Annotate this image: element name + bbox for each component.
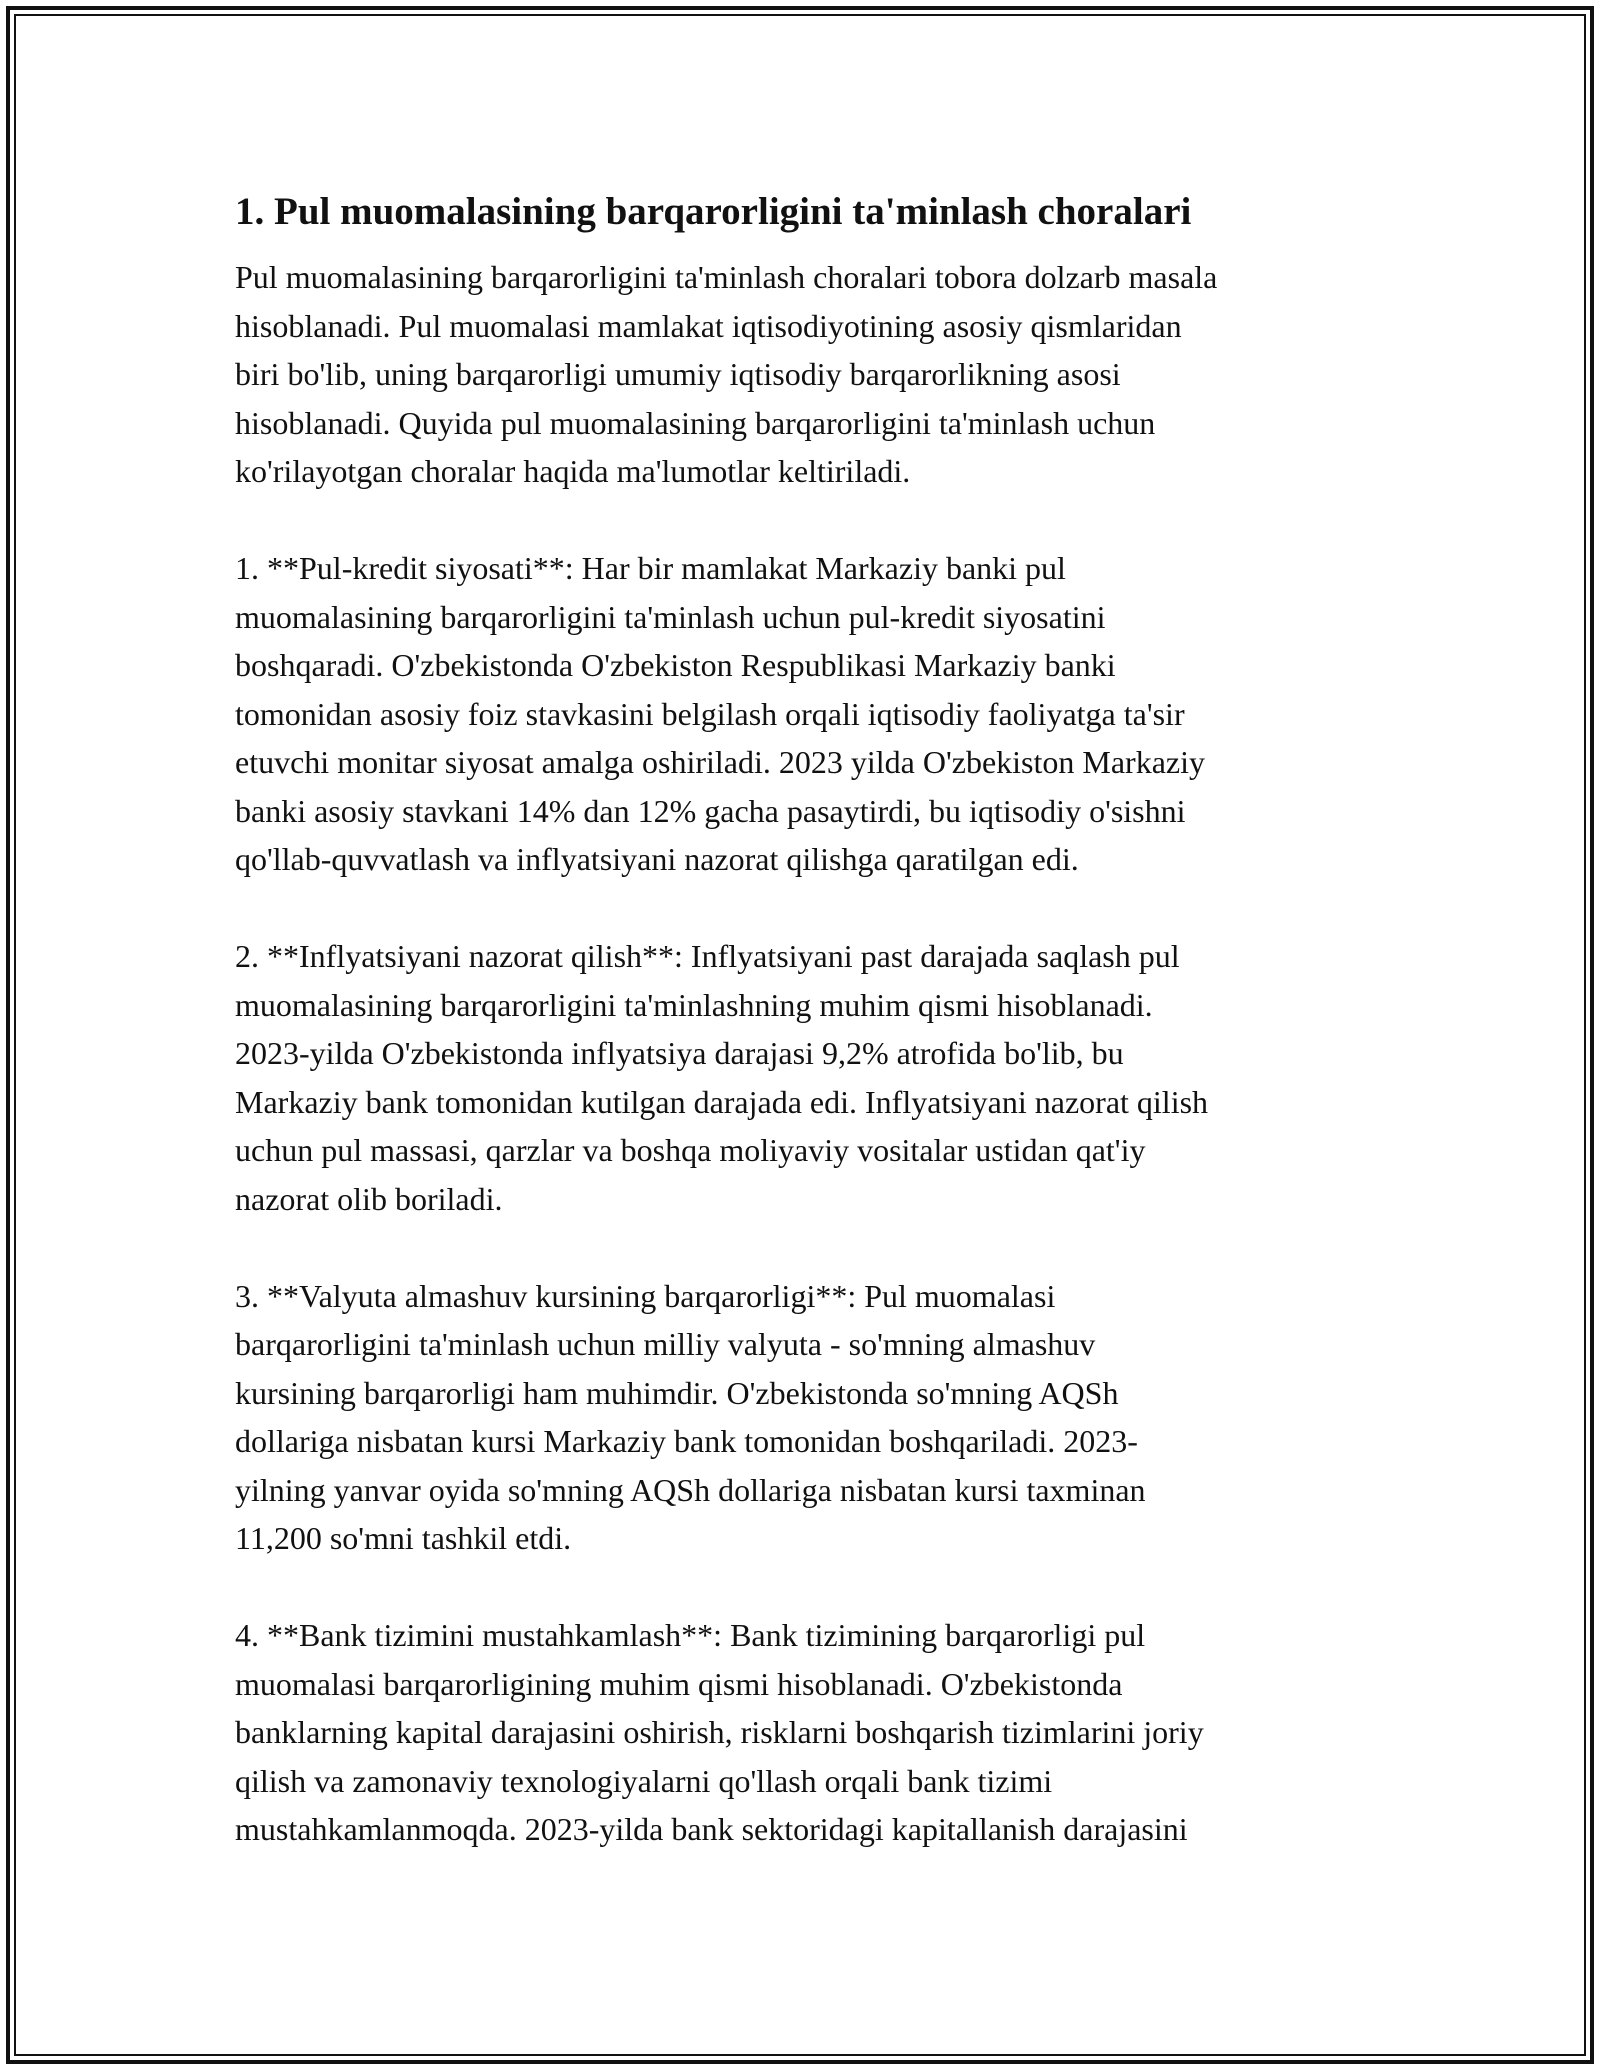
text-line: uchun pul massasi, qarzlar va boshqa moliyaviy vositalar ustidan qat'iy (235, 1132, 1146, 1168)
text-line: muomalasining barqarorligini ta'minlash uchun pul-kredit siyosatini (235, 598, 1106, 635)
list-item-inflation-control (235, 932, 1375, 1223)
text-line: qo'llab-quvvatlash va inflyatsiyani nazorat qilishga qaratilgan edi. (235, 841, 1079, 877)
text-line: 2. **Inflyatsiyani nazorat qilish**: Inflyatsiyani past darajada saqlash pul (235, 938, 1180, 974)
text-line: kursining barqarorligi ham muhimdir. O'zbekistonda so'mning AQSh (235, 1374, 1119, 1411)
text-line: banklarning kapital darajasini oshirish, risklarni boshqarish tizimlarini joriy (235, 1714, 1204, 1750)
text-line: tomonidan asosiy foiz stavkasini belgilash orqali iqtisodiy faoliyatga ta'sir (235, 695, 1185, 732)
text-line: hisoblanadi. Pul muomalasi mamlakat iqtisodiyotining asosiy qismlaridan (235, 307, 1182, 344)
text-line: banki asosiy stavkani 14% dan 12% gacha pasaytirdi, bu iqtisodiy o'sishni (235, 792, 1186, 829)
text-line: 1. **Pul-kredit siyosati**: Har bir mamlakat Markaziy banki pul (235, 550, 1066, 586)
document-body (235, 187, 1375, 1854)
text-line: 11,200 so'mni tashkil etdi. (235, 1520, 572, 1556)
text-line: hisoblanadi. Quyida pul muomalasining barqarorligini ta'minlash uchun (235, 404, 1156, 441)
text-line: ko'rilayotgan choralar haqida ma'lumotlar keltiriladi. (235, 453, 911, 489)
text-line: Markaziy bank tomonidan kutilgan darajada edi. Inflyatsiyani nazorat qilish (235, 1083, 1209, 1120)
text-line: Pul muomalasining barqarorligini ta'minlash choralari tobora dolzarb masala (235, 259, 1218, 295)
text-line: biri bo'lib, uning barqarorligi umumiy iqtisodiy barqarorlikning asosi (235, 356, 1121, 392)
list-item-exchange-rate (235, 1272, 1375, 1563)
text-line: etuvchi monitar siyosat amalga oshiriladi. 2023 yilda O'zbekiston Markaziy (235, 744, 1205, 780)
list-item-monetary-policy (235, 544, 1375, 884)
text-line: muomalasining barqarorligini ta'minlashning muhim qismi hisoblanadi. (235, 986, 1153, 1023)
text-line: boshqaradi. O'zbekistonda O'zbekiston Respublikasi Markaziy banki (235, 647, 1116, 683)
text-line: yilning yanvar oyida so'mning AQSh dollariga nisbatan kursi taxminan (235, 1471, 1146, 1508)
text-line: qilish va zamonaviy texnologiyalarni qo'llash orqali bank tizimi (235, 1762, 1053, 1799)
text-line: nazorat olib boriladi. (235, 1180, 503, 1217)
intro-paragraph (235, 253, 1375, 496)
text-line: 2023-yilda O'zbekistonda inflyatsiya darajasi 9,2% atrofida bo'lib, bu (235, 1035, 1124, 1071)
text-line: 4. **Bank tizimini mustahkamlash**: Bank tizimining barqarorligi pul (235, 1617, 1146, 1653)
text-line: barqarorligini ta'minlash uchun milliy valyuta - so'mning almashuv (235, 1326, 1096, 1362)
list-item-banking-system (235, 1611, 1375, 1854)
text-line: mustahkamlanmoqda. 2023-yilda bank sektoridagi kapitallanish darajasini (235, 1811, 1188, 1847)
text-line: dollariga nisbatan kursi Markaziy bank tomonidan boshqariladi. 2023- (235, 1423, 1138, 1459)
text-line: 3. **Valyuta almashuv kursining barqarorligi**: Pul muomalasi (235, 1277, 1056, 1314)
text-line: muomalasi barqarorligining muhim qismi hisoblanadi. O'zbekistonda (235, 1665, 1123, 1702)
section-heading: 1. Pul muomalasining barqarorligini ta'minlash choralari (235, 190, 1192, 233)
